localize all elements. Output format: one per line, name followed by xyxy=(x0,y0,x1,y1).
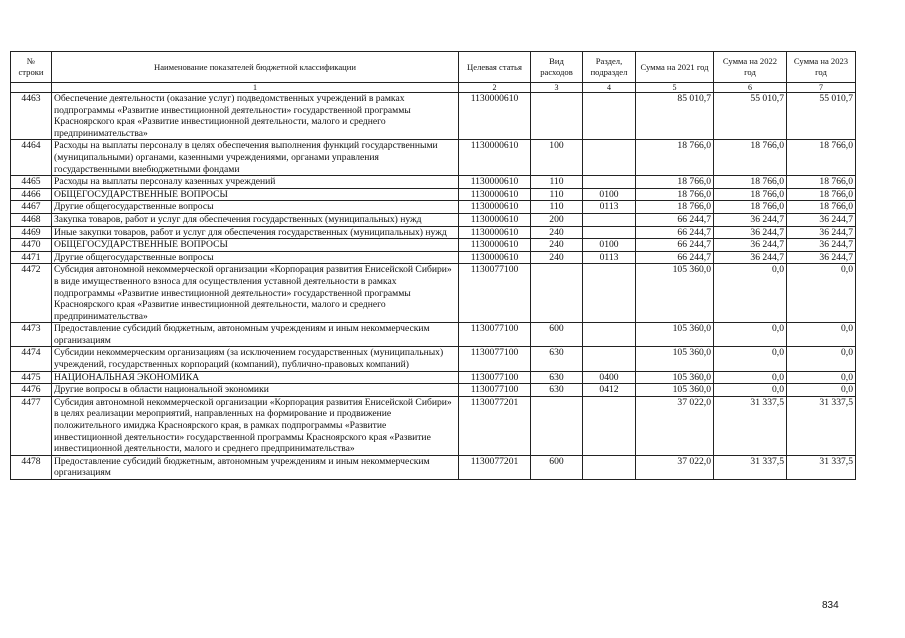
row-kind: 630 xyxy=(531,371,583,384)
row-sum-2023: 36 244,7 xyxy=(787,213,856,226)
col-number: 4 xyxy=(583,83,636,93)
row-kind: 630 xyxy=(531,384,583,397)
row-number: 4476 xyxy=(11,384,52,397)
row-sum-2021: 66 244,7 xyxy=(636,251,714,264)
row-kind: 240 xyxy=(531,251,583,264)
row-sum-2022: 18 766,0 xyxy=(714,176,787,189)
row-section: 0412 xyxy=(583,384,636,397)
row-sum-2023: 0,0 xyxy=(787,323,856,347)
row-sum-2022: 55 010,7 xyxy=(714,93,787,140)
row-name: НАЦИОНАЛЬНАЯ ЭКОНОМИКА xyxy=(52,371,459,384)
row-sum-2021: 18 766,0 xyxy=(636,140,714,176)
col-number: 5 xyxy=(636,83,714,93)
row-sum-2023: 55 010,7 xyxy=(787,93,856,140)
row-sum-2023: 31 337,5 xyxy=(787,396,856,455)
table-row xyxy=(11,455,856,479)
row-name: Предоставление субсидий бюджетным, автономным учреждениям и иным некоммерческим организациям xyxy=(52,455,459,479)
row-section xyxy=(583,140,636,176)
row-sum-2022: 31 337,5 xyxy=(714,455,787,479)
table-row xyxy=(11,384,856,397)
row-sum-2023: 0,0 xyxy=(787,347,856,371)
row-sum-2021: 66 244,7 xyxy=(636,226,714,239)
row-sum-2023: 0,0 xyxy=(787,371,856,384)
row-sum-2022: 36 244,7 xyxy=(714,251,787,264)
row-sum-2023: 0,0 xyxy=(787,264,856,323)
row-code: 1130000610 xyxy=(459,251,531,264)
row-kind: 110 xyxy=(531,201,583,214)
table-row xyxy=(11,213,856,226)
row-name: Расходы на выплаты персоналу в целях обеспечения выполнения функций государственными (муниципальными) органами, казенными учреждениями, органами управления государственными внебюджетными фондами xyxy=(52,140,459,176)
row-name: Другие вопросы в области национальной экономики xyxy=(52,384,459,397)
row-code: 1130077100 xyxy=(459,264,531,323)
row-section: 0113 xyxy=(583,201,636,214)
row-number: 4468 xyxy=(11,213,52,226)
row-sum-2022: 31 337,5 xyxy=(714,396,787,455)
row-sum-2021: 66 244,7 xyxy=(636,239,714,252)
row-number: 4465 xyxy=(11,176,52,189)
row-code: 1130000610 xyxy=(459,176,531,189)
row-name: Обеспечение деятельности (оказание услуг) подведомственных учреждений в рамках подпрограммы «Развитие инвестиционной деятельности» государственной программы Красноярского края «Развитие инвестиционной деятельности, малого и среднего предпринимательства» xyxy=(52,93,459,140)
table-row xyxy=(11,323,856,347)
row-number: 4469 xyxy=(11,226,52,239)
row-sum-2021: 18 766,0 xyxy=(636,176,714,189)
row-kind: 110 xyxy=(531,188,583,201)
row-sum-2022: 0,0 xyxy=(714,384,787,397)
row-section xyxy=(583,396,636,455)
table-row xyxy=(11,93,856,140)
row-name: Субсидия автономной некоммерческой организации «Корпорация развития Енисейской Сибири» в целях реализации мероприятий, направленных на формирование и продвижение положительного имиджа Красноярского края, в рамках подпрограммы «Развитие инвестиционной деятельности» государственной программы Красноярского края «Развитие инвестиционной деятельности, малого и среднего предпринимательства» xyxy=(52,396,459,455)
table-row xyxy=(11,201,856,214)
row-sum-2021: 105 360,0 xyxy=(636,264,714,323)
header-code: Целевая статья xyxy=(459,52,531,83)
row-kind: 600 xyxy=(531,455,583,479)
table-row xyxy=(11,226,856,239)
col-number: 2 xyxy=(459,83,531,93)
row-number: 4478 xyxy=(11,455,52,479)
row-sum-2022: 18 766,0 xyxy=(714,140,787,176)
row-number: 4470 xyxy=(11,239,52,252)
table-row xyxy=(11,188,856,201)
row-sum-2023: 36 244,7 xyxy=(787,226,856,239)
table-row xyxy=(11,239,856,252)
col-number: 1 xyxy=(52,83,459,93)
row-sum-2023: 36 244,7 xyxy=(787,239,856,252)
row-section xyxy=(583,93,636,140)
header-kind: Вид расходов xyxy=(531,52,583,83)
row-kind: 630 xyxy=(531,347,583,371)
row-sum-2023: 36 244,7 xyxy=(787,251,856,264)
row-code: 1130077100 xyxy=(459,371,531,384)
row-number: 4467 xyxy=(11,201,52,214)
row-sum-2023: 18 766,0 xyxy=(787,188,856,201)
row-kind: 240 xyxy=(531,226,583,239)
column-number-row xyxy=(11,83,856,93)
table-row xyxy=(11,264,856,323)
table-row xyxy=(11,371,856,384)
row-kind: 240 xyxy=(531,239,583,252)
row-sum-2022: 0,0 xyxy=(714,323,787,347)
row-number: 4473 xyxy=(11,323,52,347)
row-kind xyxy=(531,93,583,140)
row-number: 4477 xyxy=(11,396,52,455)
row-sum-2021: 37 022,0 xyxy=(636,396,714,455)
table-row xyxy=(11,251,856,264)
row-code: 1130000610 xyxy=(459,201,531,214)
row-name: Субсидия автономной некоммерческой организации «Корпорация развития Енисейской Сибири» в виде имущественного взноса для осуществления уставной деятельности в рамках подпрограммы «Развитие инвестиционной деятельности» государственной программы Красноярского края «Развитие инвестиционной деятельности, малого и среднего предпринимательства» xyxy=(52,264,459,323)
row-number: 4475 xyxy=(11,371,52,384)
row-sum-2022: 0,0 xyxy=(714,347,787,371)
row-kind: 600 xyxy=(531,323,583,347)
table-row xyxy=(11,176,856,189)
row-number: 4474 xyxy=(11,347,52,371)
row-kind xyxy=(531,396,583,455)
row-kind: 110 xyxy=(531,176,583,189)
row-sum-2022: 36 244,7 xyxy=(714,213,787,226)
row-section xyxy=(583,455,636,479)
row-section xyxy=(583,264,636,323)
header-section: Раздел, подраздел xyxy=(583,52,636,83)
row-section: 0400 xyxy=(583,371,636,384)
header-row xyxy=(11,52,856,83)
row-sum-2022: 0,0 xyxy=(714,264,787,323)
row-code: 1130077100 xyxy=(459,384,531,397)
row-section xyxy=(583,323,636,347)
table-row xyxy=(11,347,856,371)
row-code: 1130077100 xyxy=(459,347,531,371)
row-number: 4463 xyxy=(11,93,52,140)
row-sum-2023: 0,0 xyxy=(787,384,856,397)
row-code: 1130000610 xyxy=(459,93,531,140)
budget-table xyxy=(10,51,856,480)
header-sum-2022: Сумма на 2022 год xyxy=(714,52,787,83)
row-section xyxy=(583,176,636,189)
row-kind: 200 xyxy=(531,213,583,226)
row-number: 4464 xyxy=(11,140,52,176)
row-code: 1130077201 xyxy=(459,455,531,479)
row-section xyxy=(583,347,636,371)
header-name: Наименование показателей бюджетной классификации xyxy=(52,52,459,83)
row-sum-2021: 18 766,0 xyxy=(636,201,714,214)
row-code: 1130000610 xyxy=(459,226,531,239)
row-name: Расходы на выплаты персоналу казенных учреждений xyxy=(52,176,459,189)
row-code: 1130000610 xyxy=(459,140,531,176)
header-sum-2023: Сумма на 2023 год xyxy=(787,52,856,83)
row-name: Иные закупки товаров, работ и услуг для обеспечения государственных (муниципальных) нужд xyxy=(52,226,459,239)
page-number: 834 xyxy=(822,600,839,611)
row-code: 1130000610 xyxy=(459,213,531,226)
col-number xyxy=(11,83,52,93)
row-name: ОБЩЕГОСУДАРСТВЕННЫЕ ВОПРОСЫ xyxy=(52,188,459,201)
row-sum-2022: 18 766,0 xyxy=(714,188,787,201)
row-section: 0113 xyxy=(583,251,636,264)
table-body xyxy=(11,93,856,480)
row-number: 4471 xyxy=(11,251,52,264)
row-sum-2021: 85 010,7 xyxy=(636,93,714,140)
row-sum-2023: 18 766,0 xyxy=(787,140,856,176)
col-number: 7 xyxy=(787,83,856,93)
row-name: Субсидии некоммерческим организациям (за исключением государственных (муниципальных) учреждений, государственных корпораций (компаний), публично-правовых компаний) xyxy=(52,347,459,371)
row-kind: 100 xyxy=(531,140,583,176)
row-sum-2021: 37 022,0 xyxy=(636,455,714,479)
row-sum-2023: 31 337,5 xyxy=(787,455,856,479)
row-number: 4472 xyxy=(11,264,52,323)
row-kind xyxy=(531,264,583,323)
header-sum-2021: Сумма на 2021 год xyxy=(636,52,714,83)
row-code: 1130000610 xyxy=(459,239,531,252)
row-section xyxy=(583,213,636,226)
row-sum-2023: 18 766,0 xyxy=(787,201,856,214)
row-sum-2022: 0,0 xyxy=(714,371,787,384)
row-sum-2021: 105 360,0 xyxy=(636,347,714,371)
row-section xyxy=(583,226,636,239)
row-section: 0100 xyxy=(583,239,636,252)
row-name: Другие общегосударственные вопросы xyxy=(52,201,459,214)
row-name: Закупка товаров, работ и услуг для обеспечения государственных (муниципальных) нужд xyxy=(52,213,459,226)
row-section: 0100 xyxy=(583,188,636,201)
header-row-num: № строки xyxy=(11,52,52,83)
table-row xyxy=(11,396,856,455)
table-row xyxy=(11,140,856,176)
row-code: 1130077201 xyxy=(459,396,531,455)
row-sum-2021: 18 766,0 xyxy=(636,188,714,201)
row-code: 1130077100 xyxy=(459,323,531,347)
col-number: 3 xyxy=(531,83,583,93)
row-sum-2022: 36 244,7 xyxy=(714,239,787,252)
row-sum-2021: 105 360,0 xyxy=(636,323,714,347)
row-sum-2021: 66 244,7 xyxy=(636,213,714,226)
row-sum-2023: 18 766,0 xyxy=(787,176,856,189)
row-code: 1130000610 xyxy=(459,188,531,201)
row-name: Другие общегосударственные вопросы xyxy=(52,251,459,264)
row-sum-2022: 18 766,0 xyxy=(714,201,787,214)
row-sum-2021: 105 360,0 xyxy=(636,371,714,384)
row-name: ОБЩЕГОСУДАРСТВЕННЫЕ ВОПРОСЫ xyxy=(52,239,459,252)
row-name: Предоставление субсидий бюджетным, автономным учреждениям и иным некоммерческим организациям xyxy=(52,323,459,347)
row-number: 4466 xyxy=(11,188,52,201)
row-sum-2021: 105 360,0 xyxy=(636,384,714,397)
col-number: 6 xyxy=(714,83,787,93)
row-sum-2022: 36 244,7 xyxy=(714,226,787,239)
